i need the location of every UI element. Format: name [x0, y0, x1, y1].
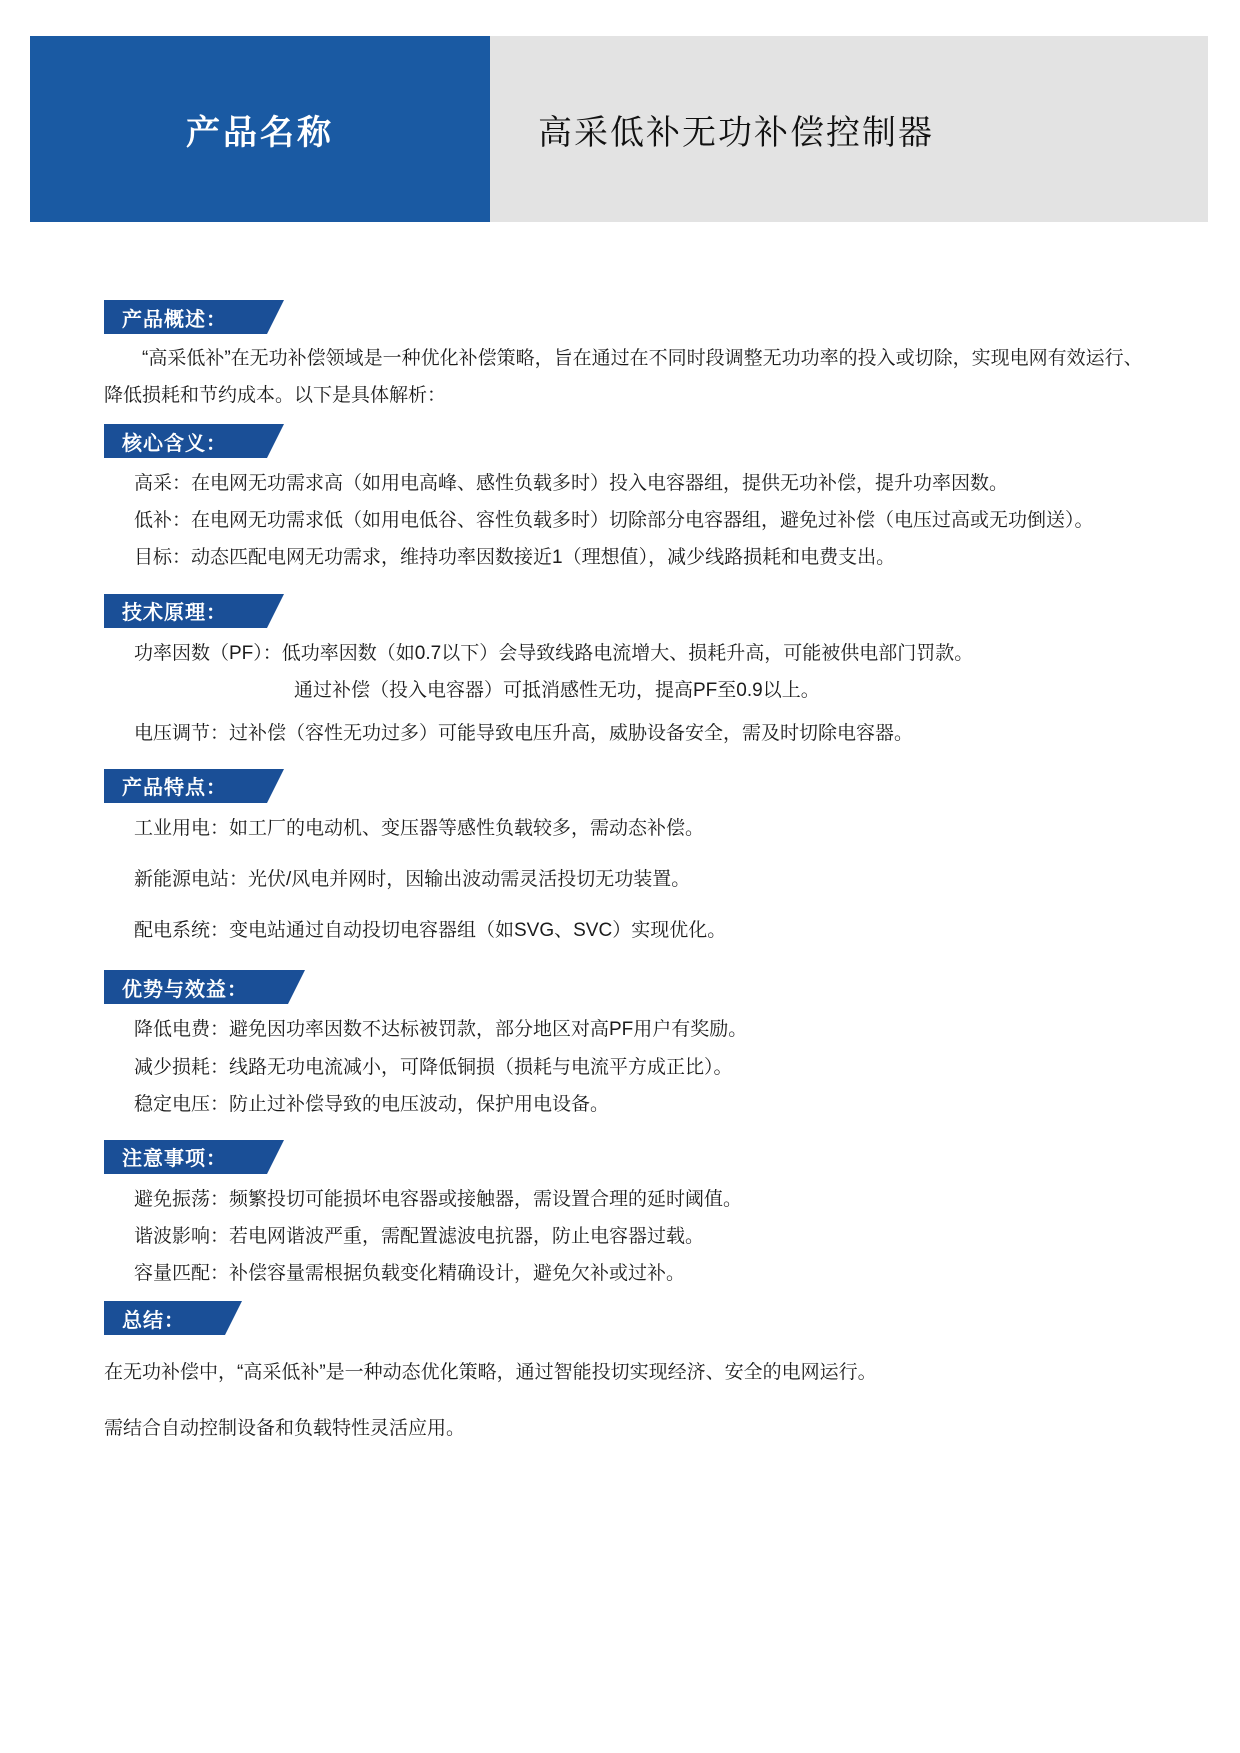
section-heading-advantages	[104, 970, 1154, 1004]
section-heading-precautions	[104, 1140, 1154, 1174]
list-item: 减少损耗：线路无功电流减小，可降低铜损（损耗与电流平方成正比）。	[134, 1056, 733, 1078]
section-summary	[104, 1301, 1154, 1447]
summary-paragraph-1: 在无功补偿中，“高采低补”是一种动态优化策略，通过智能投切实现经济、安全的电网运行。	[104, 1362, 877, 1384]
summary-paragraph-2: 需结合自动控制设备和负载特性灵活应用。	[104, 1418, 466, 1440]
section-technical-principle	[104, 594, 1154, 751]
list-item: 高采：在电网无功需求高（如用电高峰、感性负载多时）投入电容器组，提供无功补偿，提升功率因数。	[134, 473, 1009, 495]
list-item: 谐波影响：若电网谐波严重，需配置滤波电抗器，防止电容器过载。	[134, 1225, 705, 1247]
advantages-list	[104, 1012, 1154, 1121]
section-heading-overview	[104, 300, 1154, 334]
section-heading-product-features	[104, 769, 1154, 803]
list-item: 避免振荡：频繁投切可能损坏电容器或接触器，需设置合理的延时阈值。	[134, 1188, 743, 1210]
technical-principle-list-continued	[104, 716, 1154, 751]
technical-principle-list	[104, 636, 1154, 671]
section-product-overview	[104, 300, 1154, 414]
section-heading-label: 技术原理：	[104, 594, 267, 628]
section-heading-label: 核心含义：	[104, 424, 267, 458]
section-heading-label: 注意事项：	[104, 1140, 267, 1174]
header-title: 高采低补无功补偿控制器	[490, 36, 1208, 222]
section-heading-label: 总结：	[104, 1301, 225, 1335]
section-heading-core-meaning	[104, 424, 1154, 458]
list-item: 配电系统：变电站通过自动投切电容器组（如SVG、SVC）实现优化。	[134, 920, 727, 942]
document-body	[104, 300, 1154, 1466]
section-heading-summary	[104, 1301, 1154, 1335]
list-item: 工业用电：如工厂的电动机、变压器等感性负载较多，需动态补偿。	[134, 817, 705, 839]
precautions-list	[104, 1182, 1154, 1291]
list-item: 低补：在电网无功需求低（如用电低谷、容性负载多时）切除部分电容器组，避免过补偿（电压过高或无功倒送）。	[134, 510, 1094, 532]
product-features-list	[104, 811, 1154, 948]
document-header	[30, 36, 1208, 222]
list-item: 新能源电站：光伏/风电并网时，因输出波动需灵活投切无功装置。	[134, 869, 691, 891]
section-product-features	[104, 769, 1154, 948]
section-heading-label: 优势与效益：	[104, 970, 288, 1004]
section-precautions	[104, 1140, 1154, 1291]
header-label: 产品名称	[30, 36, 490, 222]
core-meaning-list	[104, 466, 1154, 575]
list-item: 稳定电压：防止过补偿导致的电压波动，保护用电设备。	[134, 1093, 610, 1115]
overview-paragraph: “高采低补”在无功补偿领域是一种优化补偿策略，旨在通过在不同时段调整无功功率的投入或切除，实现电网有效运行、降低损耗和节约成本。以下是具体解析：	[104, 348, 1143, 407]
section-core-meaning	[104, 424, 1154, 575]
technical-principle-subline: 通过补偿（投入电容器）可抵消感性无功，提高PF至0.9以上。	[294, 679, 820, 701]
list-item: 降低电费：避免因功率因数不达标被罚款，部分地区对高PF用户有奖励。	[134, 1019, 748, 1041]
section-heading-technical-principle	[104, 594, 1154, 628]
list-item: 功率因数（PF）：低功率因数（如0.7以下）会导致线路电流增大、损耗升高，可能被供电部门罚款。	[134, 642, 974, 664]
list-item: 电压调节：过补偿（容性无功过多）可能导致电压升高，威胁设备安全，需及时切除电容器。	[134, 722, 914, 744]
section-heading-label: 产品特点：	[104, 769, 267, 803]
list-item: 目标：动态匹配电网无功需求，维持功率因数接近1（理想值），减少线路损耗和电费支出。	[134, 547, 896, 569]
list-item: 容量匹配：补偿容量需根据负载变化精确设计，避免欠补或过补。	[134, 1263, 686, 1285]
section-heading-label: 产品概述：	[104, 300, 267, 334]
section-advantages-benefits	[104, 970, 1154, 1121]
